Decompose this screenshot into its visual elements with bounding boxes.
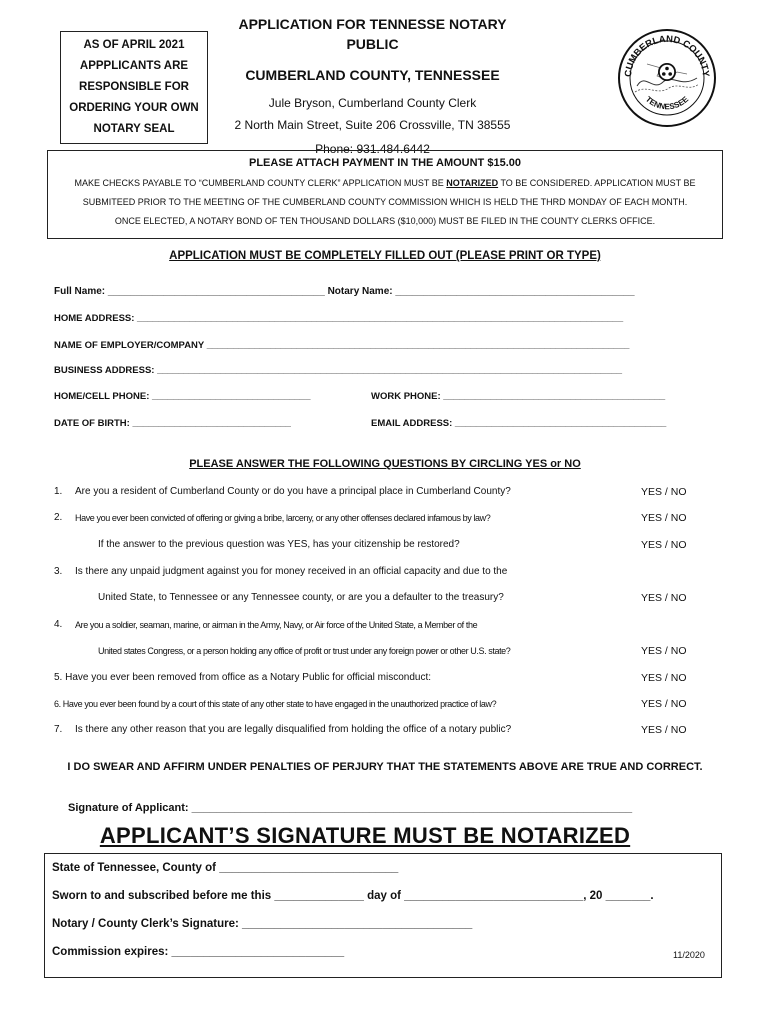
question-3-line-2: United State, to Tennessee or any Tennessee county, or are you a defaulter to the treasury? bbox=[98, 592, 504, 603]
question-4-line-2: United states Congress, or a person holding any office of profit or trust under any foreign power or other U.S. state? bbox=[98, 646, 511, 656]
payment-instructions-box bbox=[47, 150, 723, 239]
yes-no-choice[interactable]: YES / NO bbox=[641, 645, 687, 657]
notarize-title: APPLICANT’S SIGNATURE MUST BE NOTARIZED bbox=[99, 823, 631, 848]
question-number: 2. bbox=[54, 512, 63, 523]
seal-bottom-text: TENNESSEE bbox=[643, 94, 691, 112]
yes-no-choice[interactable]: YES / NO bbox=[641, 672, 687, 684]
yes-no-choice[interactable]: YES / NO bbox=[641, 539, 687, 551]
question-1: Are you a resident of Cumberland County or do you have a principal place in Cumberland County? bbox=[75, 486, 511, 497]
payment-amount-title: PLEASE ATTACH PAYMENT IN THE AMOUNT $15.00 bbox=[249, 157, 521, 169]
business-address-field[interactable]: BUSINESS ADDRESS: ________________________________________________________________________________________ bbox=[54, 365, 623, 376]
yes-no-choice[interactable]: YES / NO bbox=[641, 512, 687, 524]
question-3-line-1: Is there any unpaid judgment against you for money received in an official capacity and due to the bbox=[75, 566, 508, 577]
yes-no-choice[interactable]: YES / NO bbox=[641, 698, 687, 710]
clerk-phone: Phone: 931.484.6442 bbox=[315, 142, 430, 156]
applicant-signature-field[interactable]: Signature of Applicant: ________________________________________________________________________ bbox=[68, 802, 633, 814]
question-2-followup: If the answer to the previous question was YES, has your citizenship be restored? bbox=[98, 539, 460, 550]
notary-section bbox=[44, 853, 722, 978]
question-5: 5. Have you ever been removed from office as a Notary Public for official misconduct: bbox=[54, 672, 432, 683]
form-version: 11/2020 bbox=[673, 950, 705, 960]
commission-expires-field[interactable]: Commission expires: ___________________________ bbox=[52, 946, 345, 958]
notice-line: AS OF APRIL 2021 bbox=[83, 39, 185, 51]
home-address-field[interactable]: HOME ADDRESS: ____________________________________________________________________________________________ bbox=[54, 313, 624, 324]
clerk-signature-field[interactable]: Notary / County Clerk’s Signature: ____________________________________ bbox=[52, 918, 473, 930]
question-number: 7. bbox=[54, 724, 63, 735]
yes-no-choice[interactable]: YES / NO bbox=[641, 592, 687, 604]
notice-line: APPPLICANTS ARE bbox=[79, 60, 189, 72]
work-phone-field[interactable]: WORK PHONE: __________________________________________ bbox=[371, 391, 666, 402]
employer-field[interactable]: NAME OF EMPLOYER/COMPANY ________________________________________________________________________________ bbox=[54, 340, 630, 351]
notice-line: NOTARY SEAL bbox=[93, 123, 175, 135]
question-number: 4. bbox=[54, 619, 63, 630]
date-of-birth-field[interactable]: DATE OF BIRTH: ______________________________ bbox=[54, 418, 291, 429]
yes-no-choice[interactable]: YES / NO bbox=[641, 486, 687, 498]
notice-line: ORDERING YOUR OWN bbox=[69, 102, 199, 114]
questions-heading: PLEASE ANSWER THE FOLLOWING QUESTIONS BY CIRCLING YES or NO bbox=[189, 458, 581, 470]
page-title: APPLICATION FOR TENNESSE NOTARY PUBLIC bbox=[238, 16, 507, 52]
payment-line: MAKE CHECKS PAYABLE TO “CUMBERLAND COUNTY CLERK” APPLICATION MUST BE bbox=[74, 178, 447, 188]
page-subtitle: CUMBERLAND COUNTY, TENNESSEE bbox=[245, 67, 500, 83]
question-6: 6. Have you ever been found by a court of this state of any other state to have engaged in the unauthorized practice of law? bbox=[54, 699, 497, 709]
seal-notice-box bbox=[60, 31, 208, 144]
notice-line: RESPONSIBLE FOR bbox=[79, 81, 189, 93]
question-4-line-1: Are you a soldier, seaman, marine, or airman in the Army, Navy, or Air force of the United State, a Member of the bbox=[75, 620, 478, 630]
seal-top-text: CUMBERLAND COUNTY bbox=[622, 33, 712, 78]
email-address-field[interactable]: EMAIL ADDRESS: ________________________________________ bbox=[371, 418, 667, 429]
county-field[interactable]: State of Tennessee, County of ____________________________ bbox=[52, 862, 399, 874]
header bbox=[230, 14, 515, 160]
question-7: Is there any other reason that you are legally disqualified from holding the office of a notary public? bbox=[75, 724, 512, 735]
home-phone-field[interactable]: HOME/CELL PHONE: ______________________________ bbox=[54, 391, 311, 402]
yes-no-choice[interactable]: YES / NO bbox=[641, 724, 687, 736]
payment-line: TO BE CONSIDERED. APPLICATION MUST BE bbox=[498, 178, 696, 188]
payment-line: SUBMITEED PRIOR TO THE MEETING OF THE CUMBERLAND COUNTY COMMISSION WHICH IS HELD THE THRD MONDAY OF EACH MONTH. bbox=[82, 197, 688, 207]
form-heading: APPLICATION MUST BE COMPLETELY FILLED OUT (PLEASE PRINT OR TYPE) bbox=[169, 250, 601, 262]
question-2: Have you ever been convicted of offering or giving a bribe, larceny, or any other offenses declared infamous by law? bbox=[75, 513, 491, 523]
affirmation-statement: I DO SWEAR AND AFFIRM UNDER PENALTIES OF PERJURY THAT THE STATEMENTS ABOVE ARE TRUE AND CORRECT. bbox=[67, 761, 703, 773]
question-number: 1. bbox=[54, 486, 63, 497]
clerk-name: Jule Bryson, Cumberland County Clerk bbox=[268, 96, 477, 110]
full-name-notary-name-field[interactable]: Full Name: _______________________________________ Notary Name: ___________________________________________ bbox=[54, 286, 635, 297]
payment-line: ONCE ELECTED, A NOTARY BOND OF TEN THOUSAND DOLLARS ($10,000) MUST BE FILED IN THE COUNTY CLERKS OFFICE. bbox=[114, 216, 656, 226]
payment-instructions-text bbox=[48, 174, 722, 231]
clerk-address: 2 North Main Street, Suite 206 Crossville, TN 38555 bbox=[234, 118, 511, 132]
question-number: 3. bbox=[54, 566, 63, 577]
notarized-emphasis: NOTARIZED bbox=[446, 178, 499, 188]
sworn-date-field[interactable]: Sworn to and subscribed before me this ______________ day of ____________________________, 20 _______. bbox=[52, 890, 654, 902]
county-seal-icon bbox=[617, 28, 717, 128]
